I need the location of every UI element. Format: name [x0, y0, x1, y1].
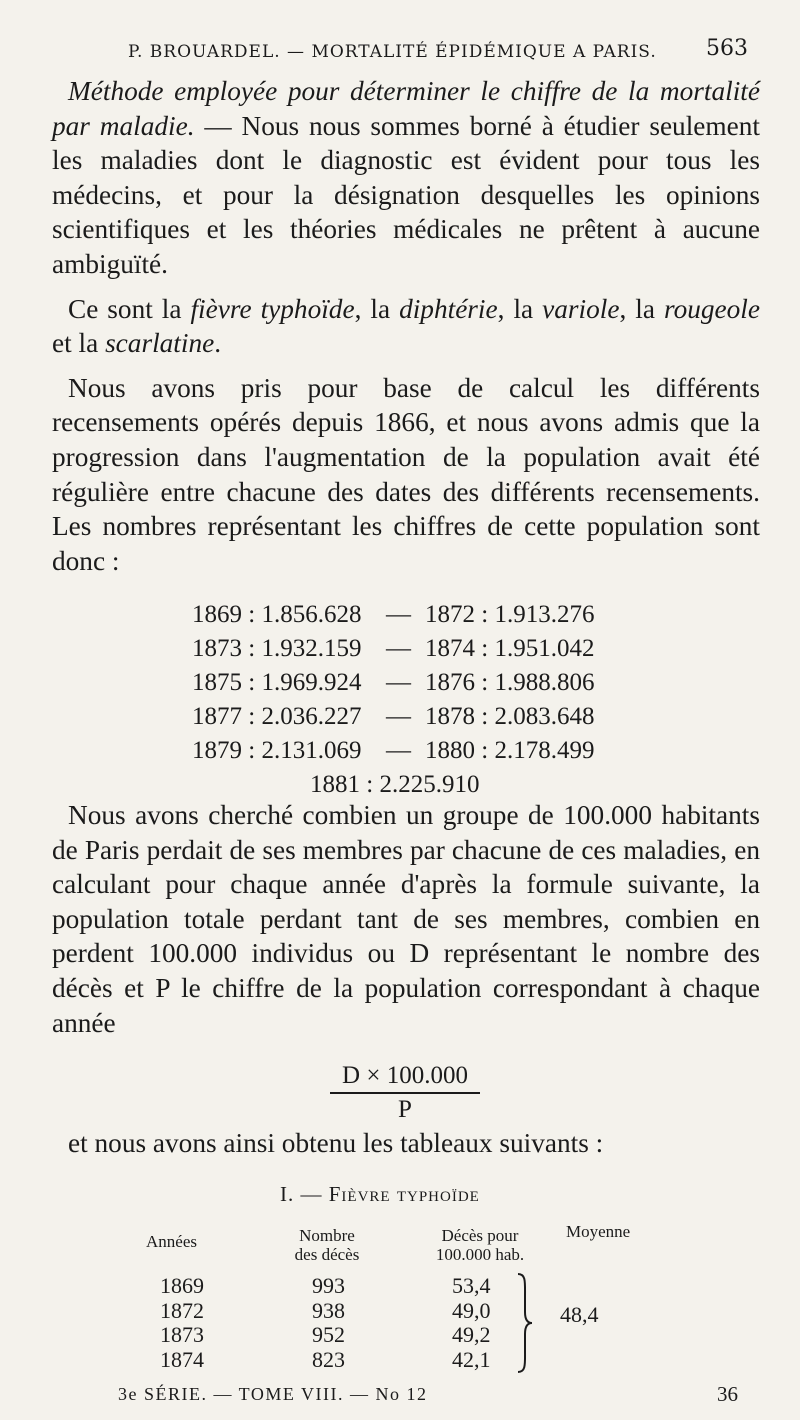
body-text-lower	[52, 798, 760, 1050]
table-cell-year: 1873	[160, 1322, 204, 1347]
table-cell-deaths: 938	[312, 1297, 345, 1323]
body-text	[52, 74, 760, 588]
header-nombre-line2: des décès	[294, 1245, 360, 1264]
population-entry: 1879 : 2.131.069	[192, 737, 362, 764]
paragraph-census: Nous avons pris pour base de calcul les différents recensements opérés depuis 1866, et nous avons admis que la progression dans l'augmentation de la population avait été régulière entre chacune des dates des différents recensements. Les nombres représentant les chiffres de cette population sont donc :	[52, 372, 760, 576]
header-annees: Années	[146, 1232, 197, 1251]
running-header	[128, 36, 748, 70]
dash-separator: —	[386, 737, 411, 764]
table-cell-rate: 49,2	[452, 1322, 491, 1347]
paragraph-method	[52, 74, 760, 282]
body-text-tables-intro	[52, 1126, 760, 1171]
signature-mark: 36	[717, 1382, 738, 1406]
text-fragment: , la	[619, 293, 664, 324]
page-number: 563	[706, 36, 748, 61]
population-entry: 1875 : 1.969.924	[192, 669, 362, 696]
moyenne-value: 48,4	[560, 1302, 599, 1327]
dash-separator: —	[386, 669, 411, 696]
table-cell-rate: 42,1	[452, 1346, 491, 1372]
table-cell-year: 1869	[160, 1273, 204, 1298]
series-line: 3e SÉRIE. — TOME VIII. — No 12	[118, 1384, 428, 1404]
formula-numerator: D × 100.000	[330, 1062, 480, 1094]
text-fragment: et la	[52, 328, 106, 359]
population-entry: 1869 : 1.856.628	[192, 601, 362, 628]
page-footer	[118, 1384, 738, 1414]
formula-denominator: P	[398, 1096, 412, 1123]
header-moyenne: Moyenne	[566, 1222, 631, 1241]
disease-measles: rougeole	[663, 293, 760, 324]
population-entry: 1881 : 2.225.910	[310, 771, 480, 798]
header-nombre-line1: Nombre	[299, 1226, 355, 1245]
table-title: I. — Fièvre typhoïde	[280, 1182, 480, 1206]
running-title: P. BROUARDEL. — MORTALITÉ ÉPIDÉMIQUE A PARIS.	[128, 42, 657, 62]
disease-scarlet-fever: scarlatine	[105, 328, 215, 359]
header-deces-line1: Décès pour	[441, 1226, 519, 1245]
paragraph-tables-intro: et nous avons ainsi obtenu les tableaux suivants :	[68, 1128, 604, 1158]
population-entry: 1872 : 1.913.276	[425, 601, 595, 628]
population-list	[0, 598, 800, 802]
population-entry: 1877 : 2.036.227	[192, 703, 362, 730]
population-row	[0, 700, 800, 734]
method-text: — Nous nous sommes borné à étudier seulement les maladies dont le diagnostic est évident pour tous les médecins, et pour la désignation desquelles les opinions scientifiques et les théories médicales ne prêtent à aucune ambiguïté.	[52, 110, 760, 279]
population-row	[0, 734, 800, 768]
header-deces-pour	[428, 1226, 532, 1264]
header-deces-line2: 100.000 hab.	[435, 1245, 525, 1264]
text-fragment: .	[214, 328, 222, 359]
header-nombre	[282, 1226, 372, 1264]
text-fragment: Ce sont la	[68, 293, 191, 324]
formula	[330, 1062, 480, 1124]
paragraph-calculation: Nous avons cherché combien un groupe de 100.000 habitants de Paris perdait de ses membres par chacune de ces maladies, en calculant pour chaque année d'après la formule suivante, la population totale perdant tant de ses membres, combien en perdent 100.000 individus ou D représentant le nombre des décès et P le chiffre de la population correspondant à chaque année	[52, 800, 760, 1038]
disease-diphtheria: diphtérie	[399, 293, 498, 324]
dash-separator: —	[386, 635, 411, 662]
table-cell-year: 1874	[160, 1346, 204, 1372]
population-entry: 1878 : 2.083.648	[425, 703, 595, 730]
population-row	[0, 632, 800, 666]
dash-separator: —	[386, 601, 411, 628]
population-entry: 1876 : 1.988.806	[425, 669, 595, 696]
table-cell-rate: 49,0	[452, 1297, 491, 1323]
disease-smallpox: variole	[542, 293, 620, 324]
right-brace	[516, 1272, 534, 1374]
table-cell-deaths: 952	[312, 1322, 345, 1347]
text-fragment: , la	[497, 293, 543, 324]
table-cell-year: 1872	[160, 1297, 204, 1323]
table-cell-rate: 53,4	[452, 1273, 491, 1298]
population-row	[0, 666, 800, 700]
table-cell-deaths: 823	[312, 1346, 345, 1372]
method-heading: Méthode employée pour déterminer le chiffre de la mortalité par maladie.	[52, 76, 760, 141]
population-entry: 1874 : 1.951.042	[425, 635, 595, 662]
dash-separator: —	[386, 703, 411, 730]
disease-typhoid: fièvre typhoïde	[190, 293, 355, 324]
population-entry: 1880 : 2.178.499	[425, 737, 595, 764]
paragraph-diseases	[52, 292, 760, 361]
table-cell-deaths: 993	[312, 1273, 345, 1298]
population-row	[0, 768, 800, 802]
text-fragment: , la	[354, 293, 400, 324]
population-row	[0, 598, 800, 632]
population-entry: 1873 : 1.932.159	[192, 635, 362, 662]
